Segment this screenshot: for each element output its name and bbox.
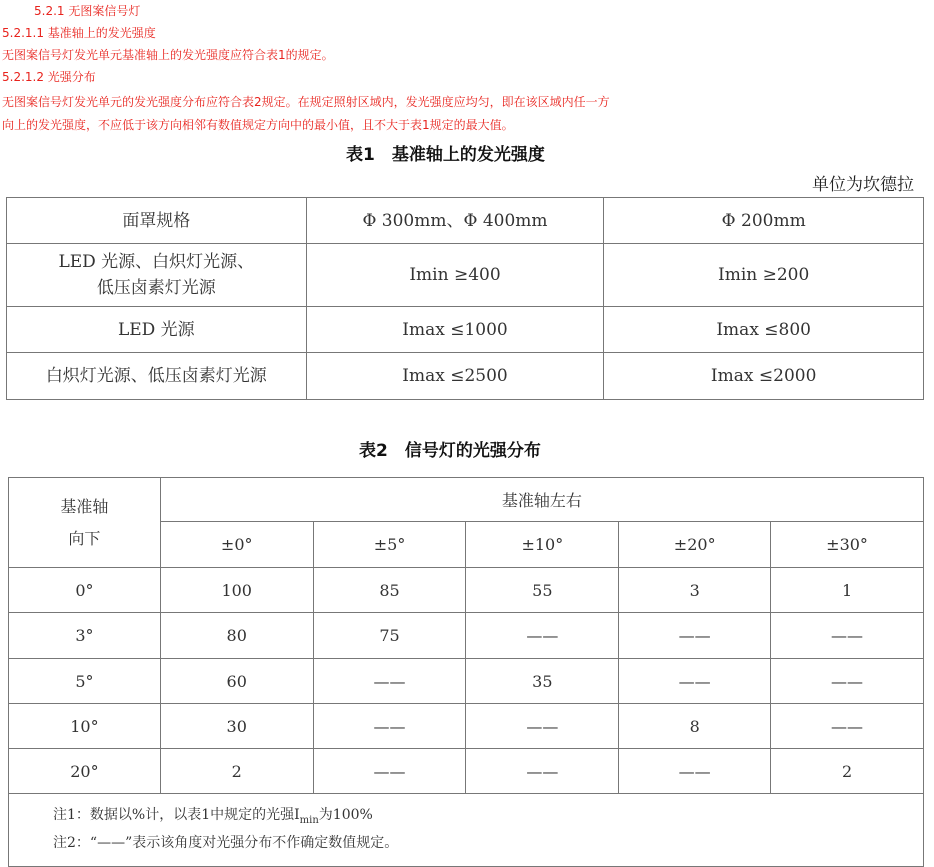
- table1-header-row: [7, 198, 924, 244]
- table2-cell: 2: [771, 749, 924, 794]
- table2-column-header: ±10°: [466, 522, 619, 568]
- table1-cell: Imax ≤1000: [306, 307, 604, 353]
- table2-cell: ——: [771, 659, 924, 704]
- table2-cell: 60: [160, 659, 313, 704]
- table-row: [9, 568, 924, 613]
- table2-angle-cell: 5°: [9, 659, 161, 704]
- section-5-2-1-1-paragraph: 无图案信号灯发光单元基准轴上的发光强度应符合表1的规定。: [2, 48, 334, 62]
- table1-header-cell: 面罩规格: [7, 198, 307, 244]
- section-5-2-1-2-heading: 5.2.1.2 光强分布: [2, 70, 96, 84]
- table2-corner-cell: [9, 478, 161, 568]
- table2-cell: 1: [771, 568, 924, 613]
- table-row: [7, 244, 924, 307]
- table2-cell: ——: [466, 749, 619, 794]
- table2-cell: 100: [160, 568, 313, 613]
- table2-cell: ——: [313, 749, 466, 794]
- table-row: [9, 613, 924, 659]
- table2-angle-cell: 3°: [9, 613, 161, 659]
- table2-cell: 85: [313, 568, 466, 613]
- table1-row-label: 白炽灯光源、低压卤素灯光源: [7, 353, 307, 400]
- table2-group-header: 基准轴左右: [160, 478, 923, 522]
- table2-notes-row: [9, 794, 924, 867]
- table2-caption: 表2 信号灯的光强分布: [359, 441, 541, 461]
- table2-note1-subscript: min: [299, 814, 319, 826]
- table1-cell: Imin ≥400: [306, 244, 604, 307]
- table2-cell: ——: [313, 659, 466, 704]
- table2-column-header: ±20°: [619, 522, 771, 568]
- table2-cell: 80: [160, 613, 313, 659]
- table-row: [9, 704, 924, 749]
- table-row: [9, 749, 924, 794]
- table2-note1-suffix: 为100%: [318, 807, 373, 823]
- table-row: [7, 353, 924, 400]
- table2-cell: 3: [619, 568, 771, 613]
- table2-cell: ——: [771, 613, 924, 659]
- section-5-2-1-2-paragraph-line2: 向上的发光强度，不应低于该方向相邻有数值规定方向中的最小值，且不大于表1规定的最大值。: [2, 118, 514, 132]
- table2-group-header-row: [9, 478, 924, 522]
- table2-cell: 30: [160, 704, 313, 749]
- table1-cell: Imax ≤800: [604, 307, 924, 353]
- table2-cell: ——: [313, 704, 466, 749]
- table-row: [9, 659, 924, 704]
- table2-cell: 35: [466, 659, 619, 704]
- table2-cell: 2: [160, 749, 313, 794]
- table1-row-label: LED 光源: [7, 307, 307, 353]
- table1-row-label-line: 低压卤素灯光源: [96, 278, 216, 298]
- table2-note2: 注2：“——”表示该角度对光强分布不作确定数值规定。: [53, 834, 399, 851]
- table1-caption: 表1 基准轴上的发光强度: [346, 145, 545, 165]
- table2-column-header: ±5°: [313, 522, 466, 568]
- table2-note1: [53, 804, 923, 832]
- table1-cell: Imax ≤2500: [306, 353, 604, 400]
- table1: [6, 197, 924, 400]
- section-5-2-1-2-paragraph-line1: 无图案信号灯发光单元的发光强度分布应符合表2规定。在规定照射区域内，发光强度应均匀，即在该区域内任一方: [2, 95, 610, 109]
- table2-corner-line: 基准轴: [60, 496, 109, 516]
- table2-cell: 75: [313, 613, 466, 659]
- table2-cell: 55: [466, 568, 619, 613]
- table1-header-cell: Φ 300mm、Φ 400mm: [306, 198, 604, 244]
- table2-cell: ——: [619, 749, 771, 794]
- table2-angle-cell: 10°: [9, 704, 161, 749]
- table2: [8, 477, 924, 867]
- table2-cell: ——: [771, 704, 924, 749]
- section-5-2-1-1-heading: 5.2.1.1 基准轴上的发光强度: [2, 26, 156, 40]
- table2-cell: ——: [466, 613, 619, 659]
- table2-notes-cell: [9, 794, 924, 867]
- section-5-2-1-heading: 5.2.1 无图案信号灯: [34, 4, 141, 18]
- table2-cell: ——: [619, 659, 771, 704]
- table1-header-cell: Φ 200mm: [604, 198, 924, 244]
- table2-cell: 8: [619, 704, 771, 749]
- table1-row-label: [7, 244, 307, 307]
- table-row: [7, 307, 924, 353]
- table2-cell: ——: [466, 704, 619, 749]
- table2-column-header: ±0°: [160, 522, 313, 568]
- table2-cell: ——: [619, 613, 771, 659]
- table2-note1-prefix: 注1：数据以%计，以表1中规定的光强I: [53, 807, 300, 823]
- table2-angle-cell: 20°: [9, 749, 161, 794]
- table2-column-header: ±30°: [771, 522, 924, 568]
- table1-cell: Imin ≥200: [604, 244, 924, 307]
- table2-angle-cell: 0°: [9, 568, 161, 613]
- table1-cell: Imax ≤2000: [604, 353, 924, 400]
- table2-corner-line: 向下: [68, 528, 101, 548]
- table1-row-label-line: LED 光源、白炽灯光源、: [58, 252, 255, 272]
- table1-unit: 单位为坎德拉: [812, 175, 914, 195]
